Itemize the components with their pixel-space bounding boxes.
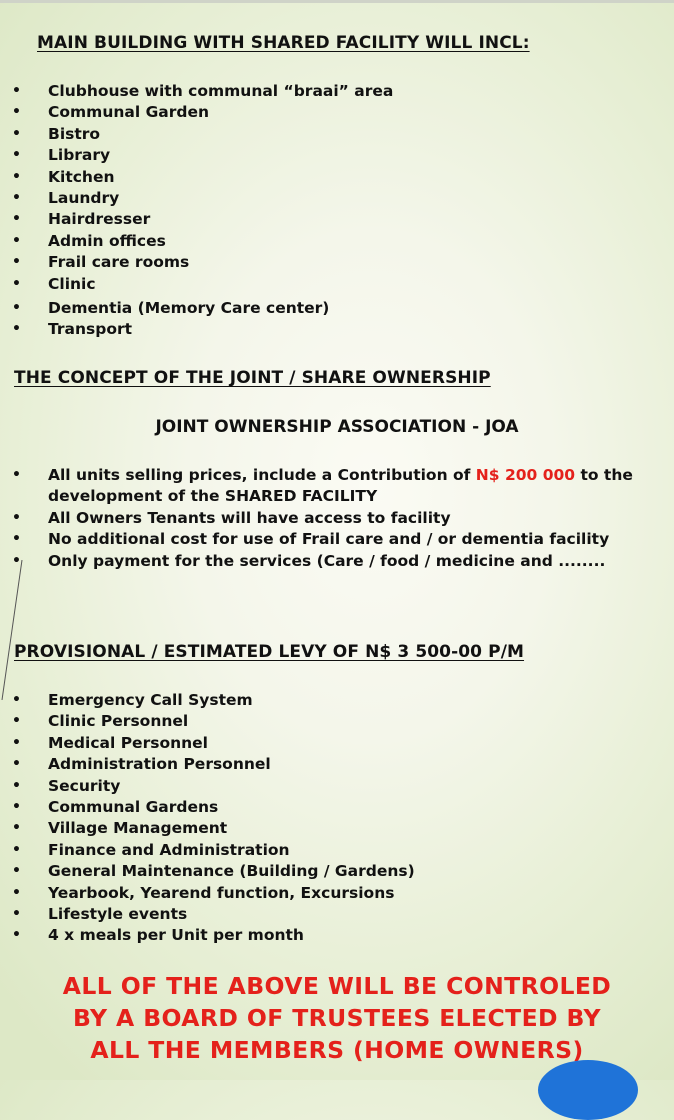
list-item: • Clubhouse with communal “braai” area	[0, 81, 674, 102]
section-heading-main-building: MAIN BUILDING WITH SHARED FACILITY WILL INCL:	[37, 33, 530, 53]
bullet-icon: •	[12, 692, 21, 708]
bullet-icon: •	[12, 531, 21, 548]
bullet-icon: •	[12, 906, 21, 923]
levy-includes-list	[0, 690, 674, 947]
bullet-icon: •	[12, 147, 21, 164]
bullet-icon: •	[12, 799, 21, 816]
list-item: • Kitchen	[0, 167, 674, 188]
board-of-trustees-statement	[0, 970, 674, 1066]
bullet-icon: •	[12, 734, 21, 751]
list-item: • Library	[0, 145, 674, 166]
list-item: • Transport	[0, 319, 674, 340]
list-item: • Laundry	[0, 188, 674, 209]
section-heading-joint-ownership: THE CONCEPT OF THE JOINT / SHARE OWNERSHIP	[14, 368, 491, 388]
bullet-icon: •	[12, 321, 21, 338]
bullet-icon: •	[12, 300, 21, 317]
bullet-icon: •	[12, 927, 21, 944]
list-item: • Admin offices	[0, 231, 674, 252]
bullet-icon: •	[12, 104, 21, 121]
shared-facility-list	[0, 81, 674, 341]
list-item: • All units selling prices, include a Contribution of N$ 200 000 to the development of the SHARED FACILITY	[12, 466, 633, 506]
list-item: • Security	[0, 776, 674, 797]
bullet-icon: •	[12, 275, 21, 292]
bullet-icon: •	[12, 125, 21, 142]
list-item: • Administration Personnel	[0, 754, 674, 775]
list-item: • General Maintenance (Building / Gardens)	[0, 861, 674, 882]
list-item: • Communal Gardens	[0, 797, 674, 818]
list-item: • 4 x meals per Unit per month	[0, 925, 674, 946]
section-heading-levy: PROVISIONAL / ESTIMATED LEVY OF N$ 3 500-00 P/M	[14, 642, 525, 662]
list-item: • Yearbook, Yearend function, Excursions	[0, 883, 674, 904]
list-item: • Medical Personnel	[0, 733, 674, 754]
joint-ownership-list	[0, 465, 674, 572]
bullet-icon: •	[12, 756, 21, 773]
bullet-icon: •	[12, 168, 21, 185]
list-item: • Bistro	[0, 124, 674, 145]
list-item: • All Owners Tenants will have access to facility	[0, 508, 674, 529]
bullet-icon: •	[12, 884, 21, 901]
statement-line-3: ALL THE MEMBERS (HOME OWNERS)	[90, 1036, 584, 1064]
statement-line-1: ALL OF THE ABOVE WILL BE CONTROLED	[62, 972, 612, 1000]
list-item: • Village Management	[0, 818, 674, 839]
bullet-icon: •	[12, 232, 21, 249]
bullet-icon: •	[12, 777, 21, 794]
list-item: • Finance and Administration	[0, 840, 674, 861]
bullet-icon: •	[12, 820, 21, 837]
bullet-icon: •	[12, 552, 21, 569]
bullet-icon: •	[12, 841, 21, 858]
list-item: • Hairdresser	[0, 209, 674, 230]
bullet-icon: •	[12, 83, 21, 99]
statement-line-2: BY A BOARD OF TRUSTEES ELECTED BY	[73, 1004, 601, 1032]
list-item: • Only payment for the services (Care / food / medicine and ........	[0, 551, 674, 572]
list-item: • Frail care rooms	[0, 252, 674, 273]
list-item: • No additional cost for use of Frail care and / or dementia facility	[0, 529, 674, 550]
bullet-icon: •	[12, 713, 21, 730]
list-item: • Clinic Personnel	[0, 711, 674, 732]
contribution-amount: N$ 200 000	[475, 466, 576, 484]
corner-blob	[538, 1060, 638, 1120]
bullet-icon: •	[12, 254, 21, 271]
list-item: • Lifestyle events	[0, 904, 674, 925]
list-item: • Dementia (Memory Care center)	[0, 298, 674, 319]
top-border	[0, 0, 674, 3]
bullet-icon: •	[12, 509, 21, 526]
bullet-icon: •	[12, 467, 21, 483]
bullet-icon: •	[12, 211, 21, 228]
list-item: • Emergency Call System	[0, 690, 674, 711]
bullet-icon: •	[12, 190, 21, 207]
joa-subheading: JOINT OWNERSHIP ASSOCIATION - JOA	[155, 417, 519, 437]
list-item: • Communal Garden	[0, 102, 674, 123]
list-item: • Clinic	[0, 274, 674, 295]
decorative-diagonal-line	[0, 560, 40, 700]
bullet-icon: •	[12, 863, 21, 880]
